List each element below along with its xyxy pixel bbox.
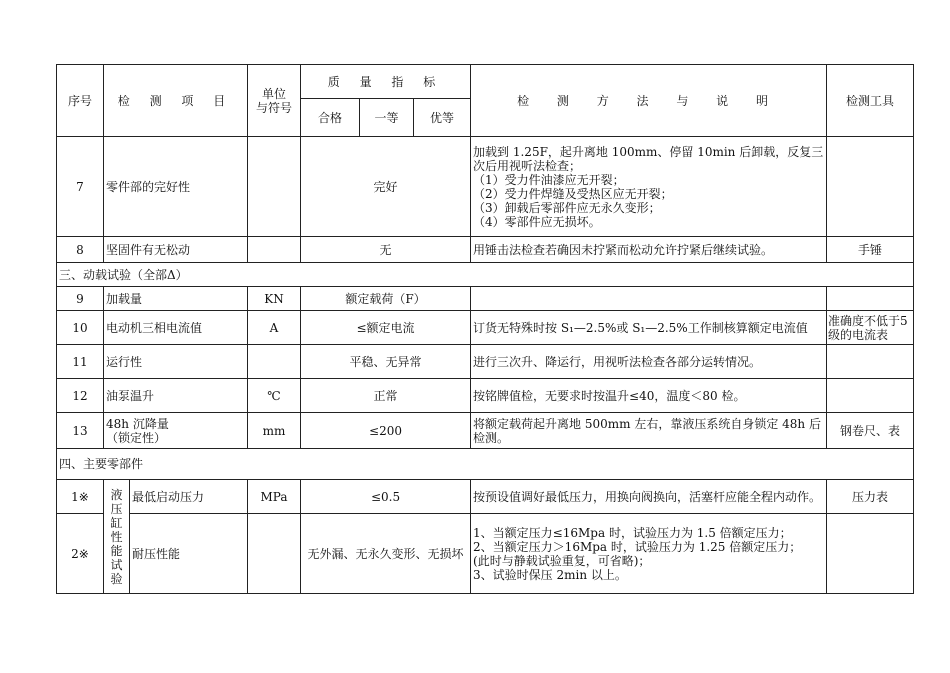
row-no: 2※: [57, 514, 104, 594]
header-grade-first: 一等: [360, 99, 414, 137]
row-method: 进行三次升、降运行，用视听法检查各部分运转情况。: [471, 345, 827, 379]
row-method: 用锤击法检查若确因未拧紧而松动允许拧紧后继续试验。: [471, 237, 827, 263]
table-row: [57, 514, 914, 594]
row-unit: ℃: [248, 379, 301, 413]
group-char: 能: [110, 543, 123, 558]
section-row: [57, 449, 914, 480]
group-char: 液: [110, 487, 123, 502]
header-grade-pass: 合格: [301, 99, 360, 137]
section-row: [57, 263, 914, 287]
row-item: 最低启动压力: [130, 480, 248, 514]
row-item: 48h 沉降量 （锁定性）: [104, 413, 248, 449]
method-line: 3、试验时保压 2min 以上。: [473, 567, 627, 582]
row-tool: [827, 379, 914, 413]
table-row: [57, 137, 914, 237]
table-row: [57, 287, 914, 311]
header-no: 序号: [57, 65, 104, 137]
row-unit: [248, 137, 301, 237]
row-no: 11: [57, 345, 104, 379]
section-title: 三、动载试验（全部Δ）: [57, 263, 914, 287]
header-grade-excellent: 优等: [414, 99, 471, 137]
row-index: ≤额定电流: [301, 311, 471, 345]
row-index: 无外漏、无永久变形、无损坏: [301, 514, 471, 594]
method-line: 加载到 1.25F，起升离地 100mm、停留 10min 后卸载，反复三次后用视听法检查；: [473, 144, 824, 173]
row-unit: MPa: [248, 480, 301, 514]
row-no: 9: [57, 287, 104, 311]
group-char: 验: [110, 571, 123, 586]
section-title: 四、主要零部件: [57, 449, 914, 480]
row-method: 订货无特殊时按 S₁—2.5%或 S₁—2.5%工作制核算额定电流值: [471, 311, 827, 345]
row-index: 无: [301, 237, 471, 263]
row-no: 10: [57, 311, 104, 345]
row-unit: [248, 345, 301, 379]
group-label: [104, 480, 130, 594]
row-unit: [248, 514, 301, 594]
row-unit: [248, 237, 301, 263]
row-unit: mm: [248, 413, 301, 449]
method-line: 2、当额定压力＞16Mpa 时，试验压力为 1.25 倍额定压力；: [473, 539, 802, 554]
inspection-table: [56, 64, 914, 594]
row-index: ≤0.5: [301, 480, 471, 514]
method-line: （3）卸载后零部件应无永久变形；: [473, 200, 661, 215]
row-tool: 钢卷尺、表: [827, 413, 914, 449]
method-line: （2）受力件焊缝及受热区应无开裂；: [473, 186, 673, 201]
row-method: [471, 137, 827, 237]
row-index: 完好: [301, 137, 471, 237]
header-row-1: [57, 65, 914, 99]
table-row: [57, 413, 914, 449]
group-char: 缸: [110, 515, 123, 530]
row-item: 零件部的完好性: [104, 137, 248, 237]
row-item: 运行性: [104, 345, 248, 379]
row-unit: KN: [248, 287, 301, 311]
header-quality: 质 量 指 标: [301, 65, 471, 99]
row-tool: [827, 345, 914, 379]
row-unit: A: [248, 311, 301, 345]
row-tool: [827, 137, 914, 237]
group-char: 试: [110, 557, 123, 572]
header-unit: 单位 与符号: [248, 65, 301, 137]
row-method: [471, 287, 827, 311]
row-item: 电动机三相电流值: [104, 311, 248, 345]
header-method: 检 测 方 法 与 说 明: [471, 65, 827, 137]
row-index: 正常: [301, 379, 471, 413]
table-row: [57, 237, 914, 263]
row-index: 平稳、无异常: [301, 345, 471, 379]
table-row: [57, 311, 914, 345]
group-char: 压: [110, 501, 123, 516]
method-line: （1）受力件油漆应无开裂；: [473, 172, 625, 187]
row-no: 13: [57, 413, 104, 449]
method-line: 1、当额定压力≤16Mpa 时，试验压力为 1.5 倍额定压力；: [473, 525, 792, 540]
row-item: 加载量: [104, 287, 248, 311]
method-line: (此时与静载试验重复，可省略)；: [473, 553, 651, 568]
table-row: [57, 379, 914, 413]
row-no: 12: [57, 379, 104, 413]
header-tool: 检测工具: [827, 65, 914, 137]
header-item: 检 测 项 目: [104, 65, 248, 137]
row-no: 8: [57, 237, 104, 263]
row-item: 油泵温升: [104, 379, 248, 413]
row-method: 按预设值调好最低压力，用换向阀换向，活塞杆应能全程内动作。: [471, 480, 827, 514]
row-method: 将额定载荷起升离地 500mm 左右，靠液压系统自身锁定 48h 后检测。: [471, 413, 827, 449]
table-row: [57, 345, 914, 379]
method-line: （4）零部件应无损坏。: [473, 214, 601, 229]
row-tool: 准确度不低于5级的电流表: [827, 311, 914, 345]
row-tool: [827, 287, 914, 311]
row-tool: [827, 514, 914, 594]
row-tool: 压力表: [827, 480, 914, 514]
group-char: 性: [110, 529, 123, 544]
row-index: 额定载荷（F）: [301, 287, 471, 311]
row-tool: 手锤: [827, 237, 914, 263]
row-no: 7: [57, 137, 104, 237]
row-method: [471, 514, 827, 594]
row-method: 按铭牌值检，无要求时按温升≤40，温度＜80 检。: [471, 379, 827, 413]
table-row: [57, 480, 914, 514]
row-item: 耐压性能: [130, 514, 248, 594]
row-item: 坚固件有无松动: [104, 237, 248, 263]
row-no: 1※: [57, 480, 104, 514]
row-index: ≤200: [301, 413, 471, 449]
